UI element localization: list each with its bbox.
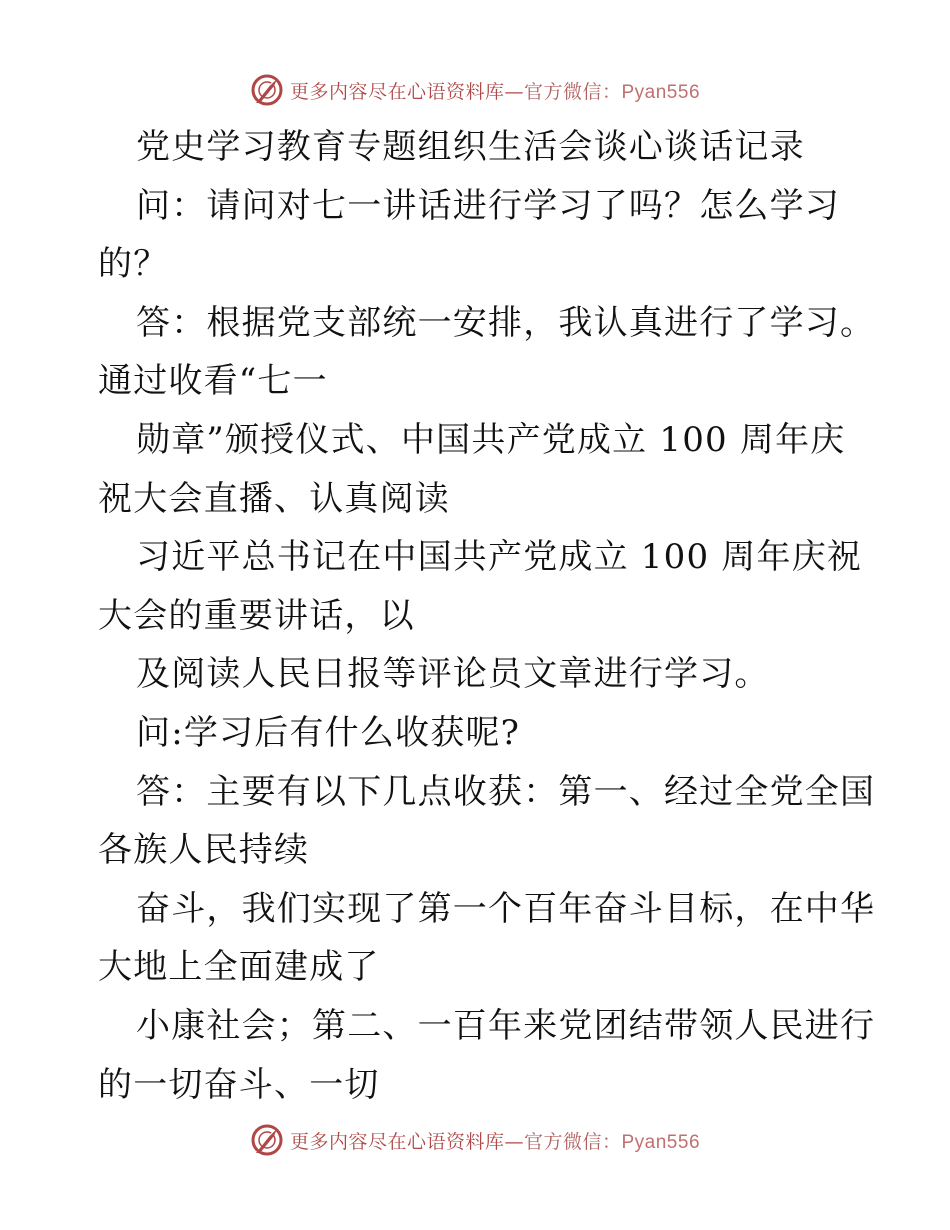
doc-line: 问：请问对七一讲话进行学习了吗？怎么学习 <box>136 185 840 226</box>
watermark-wechat-id: Pyan556 <box>621 81 701 103</box>
quill-seal-icon <box>250 1123 284 1157</box>
doc-line: 答：主要有以下几点收获：第一、经过全党全国 <box>136 771 876 812</box>
watermark-site: 更多内容尽在心语资料库 <box>289 1130 505 1153</box>
document-body <box>98 118 876 1114</box>
doc-line: 祝大会直播、认真阅读 <box>98 478 450 519</box>
doc-line: 大地上全面建成了 <box>98 947 380 988</box>
doc-line: 各族人民持续 <box>98 830 310 871</box>
watermark-text <box>290 1127 700 1154</box>
doc-line: 党史学习教育专题组织生活会谈心谈话记录 <box>136 127 805 167</box>
header-watermark <box>0 70 950 110</box>
doc-line: 及阅读人民日报等评论员文章进行学习。 <box>136 654 770 695</box>
watermark-dash: — <box>504 80 524 103</box>
footer-watermark <box>0 1120 950 1160</box>
doc-line: 的一切奋斗、一切 <box>98 1064 380 1105</box>
doc-line: 答：根据党支部统一安排，我认真进行了学习。 <box>136 302 876 343</box>
doc-line: 勋章”颁授仪式、中国共产党成立 100 周年庆 <box>136 419 846 460</box>
watermark-wechat-label: 官方微信： <box>523 1130 622 1153</box>
watermark-dash: — <box>504 1130 524 1153</box>
watermark-site: 更多内容尽在心语资料库 <box>289 80 505 103</box>
quill-seal-icon <box>250 73 284 107</box>
watermark-wechat-id: Pyan556 <box>621 1131 701 1153</box>
doc-line: 通过收看“七一 <box>98 361 328 402</box>
doc-line: 问:学习后有什么收获呢? <box>136 712 521 753</box>
watermark-text <box>290 77 700 104</box>
doc-line: 习近平总书记在中国共产党成立 100 周年庆祝 <box>136 537 863 578</box>
doc-line: 小康社会；第二、一百年来党团结带领人民进行 <box>136 1005 876 1046</box>
doc-line: 的？ <box>98 244 169 285</box>
doc-line: 大会的重要讲话，以 <box>98 595 415 636</box>
doc-line: 奋斗，我们实现了第一个百年奋斗目标，在中华 <box>136 888 876 929</box>
watermark-wechat-label: 官方微信： <box>523 80 622 103</box>
